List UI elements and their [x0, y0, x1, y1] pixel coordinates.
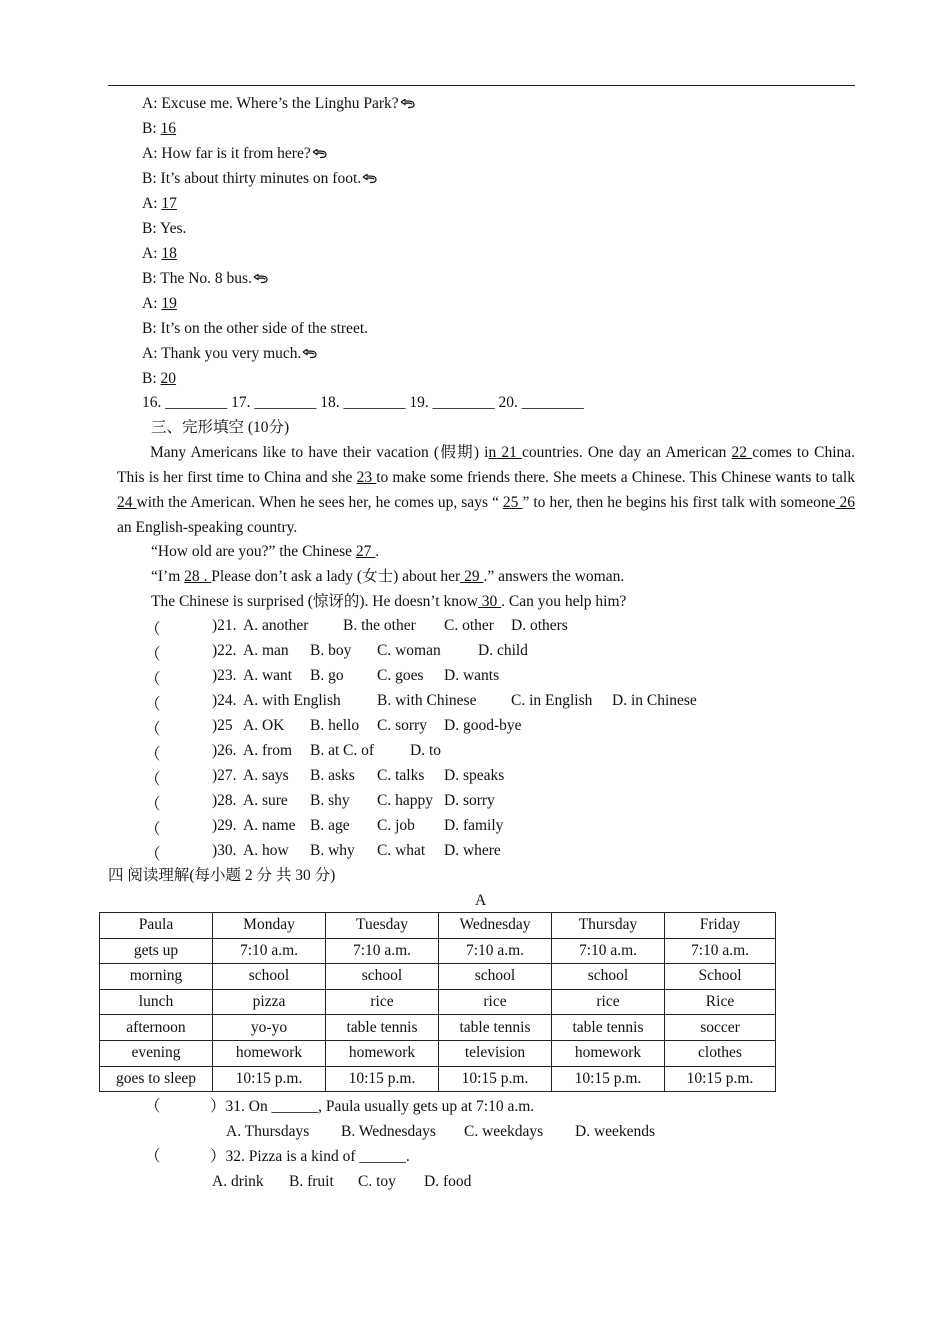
cloze-text: Many Americans like to have their vacation (假期) i — [150, 444, 489, 461]
answer-paren[interactable]: （ — [145, 1148, 161, 1165]
table-cell: lunch — [100, 989, 213, 1015]
option: A. another — [243, 617, 309, 634]
answer-paren[interactable]: （ — [145, 746, 161, 763]
cloze-blank-22: 22 — [731, 444, 753, 461]
question-number: )23. — [212, 667, 237, 684]
option: C. weekdays — [464, 1123, 544, 1140]
table-cell: morning — [100, 964, 213, 990]
table-cell: 10:15 p.m. — [326, 1066, 439, 1092]
cloze-question-row — [0, 792, 950, 812]
question-number: )22. — [212, 642, 237, 659]
table-cell: Rice — [665, 989, 776, 1015]
dialogue-line — [142, 269, 269, 289]
table-cell: 10:15 p.m. — [213, 1066, 326, 1092]
cloze-blank-30: 30 — [477, 593, 502, 610]
table-cell: goes to sleep — [100, 1066, 213, 1092]
option: A. says — [243, 767, 289, 784]
speaker-label: B: — [142, 220, 157, 237]
option: D. to — [410, 742, 441, 759]
cloze-blank-25: 25 — [502, 494, 523, 511]
dialogue-blank: 16 — [160, 120, 177, 137]
speaker-label: B: — [142, 170, 157, 187]
cloze-question-row — [0, 617, 950, 637]
return-arrow-icon — [253, 274, 269, 284]
cloze-text: The Chinese is surprised (惊讶的). He doesn’t know — [151, 593, 478, 610]
cloze-text: .” answers the woman. — [483, 568, 625, 585]
cloze-question-row — [0, 767, 950, 787]
speaker-label: B: — [142, 120, 157, 137]
table-cell: 7:10 a.m. — [665, 938, 776, 964]
answer-paren[interactable]: （ — [145, 846, 161, 863]
option: A. name — [243, 817, 296, 834]
dialogue-blank: 18 — [161, 245, 177, 262]
answer-paren[interactable]: （ — [145, 796, 161, 813]
answer-paren[interactable]: （ — [145, 1098, 161, 1115]
dialogue-line — [142, 119, 176, 139]
option: C. woman — [377, 642, 441, 659]
dialogue-text: The No. 8 bus. — [160, 270, 252, 287]
cloze-text: comes to China. This is her first time to China and she — [117, 444, 856, 486]
cloze-text: . Can you help him? — [501, 593, 627, 610]
speaker-label: A: — [142, 145, 158, 162]
table-cell: table tennis — [439, 1015, 552, 1041]
table-cell: school — [213, 964, 326, 990]
table-cell: 7:10 a.m. — [213, 938, 326, 964]
option: C. goes — [377, 667, 424, 684]
return-arrow-icon — [362, 174, 378, 184]
table-cell: 10:15 p.m. — [665, 1066, 776, 1092]
cloze-text: “How old are you?” the Chinese — [151, 543, 356, 560]
cloze-text: ” to her, then he begins his first talk with someone — [522, 494, 836, 511]
cloze-blank-27: 27 — [355, 543, 376, 560]
option: A. sure — [243, 792, 288, 809]
table-header-cell: Paula — [100, 913, 213, 939]
table-cell: rice — [552, 989, 665, 1015]
speaker-label: B: — [142, 270, 157, 287]
return-arrow-icon — [312, 149, 328, 159]
question-number: )30. — [212, 842, 237, 859]
table-header-cell: Friday — [665, 913, 776, 939]
option: D. where — [444, 842, 501, 859]
table-cell: school — [326, 964, 439, 990]
speaker-label: B: — [142, 370, 157, 387]
table-cell: rice — [326, 989, 439, 1015]
option: A. OK — [243, 717, 285, 734]
table-cell: school — [439, 964, 552, 990]
option: B. asks — [310, 767, 355, 784]
speaker-label: A: — [142, 95, 158, 112]
option: B. the other — [343, 617, 416, 634]
section3-title: 三、完形填空 (10分) — [151, 419, 290, 436]
option: D. wants — [444, 667, 500, 684]
cloze-paragraph-2 — [151, 542, 379, 562]
option: B. why — [310, 842, 355, 859]
table-row — [100, 938, 776, 964]
option: D. speaks — [444, 767, 505, 784]
return-arrow-icon — [400, 99, 416, 109]
option: D. in Chinese — [612, 692, 697, 709]
table-cell: table tennis — [552, 1015, 665, 1041]
table-cell: 7:10 a.m. — [326, 938, 439, 964]
cloze-blank-23: 23 — [356, 469, 377, 486]
option: A. from — [243, 742, 293, 759]
dialogue-text: Yes. — [159, 220, 187, 237]
option: B. go — [310, 667, 344, 684]
table-header-cell: Thursday — [552, 913, 665, 939]
table-cell: afternoon — [100, 1015, 213, 1041]
table-cell: pizza — [213, 989, 326, 1015]
table-cell: 10:15 p.m. — [552, 1066, 665, 1092]
answer-paren[interactable]: （ — [145, 771, 161, 788]
cloze-text: Please don’t ask a lady (女士) about her — [211, 568, 461, 585]
option: D. child — [478, 642, 528, 659]
cloze-paragraph-4 — [151, 592, 626, 612]
dialogue-line — [142, 94, 416, 114]
table-cell: homework — [213, 1040, 326, 1066]
table-cell: television — [439, 1040, 552, 1066]
table-header-cell: Wednesday — [439, 913, 552, 939]
table-header-cell: Tuesday — [326, 913, 439, 939]
option: D. sorry — [444, 792, 495, 809]
dialogue-line — [142, 194, 177, 214]
option: C. other — [444, 617, 494, 634]
dialogue-text: Excuse me. Where’s the Linghu Park? — [161, 95, 399, 112]
dialogue-line — [142, 344, 318, 364]
cloze-question-row — [0, 692, 950, 712]
answer-paren[interactable]: （ — [145, 646, 161, 663]
dialogue-line — [142, 144, 328, 164]
answer-paren[interactable]: （ — [145, 821, 161, 838]
table-cell: homework — [552, 1040, 665, 1066]
dialogue-line — [142, 369, 176, 389]
table-cell: evening — [100, 1040, 213, 1066]
question-stem: ）31. On ______, Paula usually gets up at 7:10 a.m. — [210, 1098, 535, 1115]
cloze-blank-29: 29 — [460, 568, 484, 585]
table-cell: homework — [326, 1040, 439, 1066]
option: C. of — [343, 742, 374, 759]
dialogue-line — [142, 219, 186, 239]
option: A. man — [243, 642, 289, 659]
table-row — [100, 1066, 776, 1092]
cloze-paragraph-1 — [117, 440, 855, 540]
table-row — [100, 964, 776, 990]
answer-paren[interactable]: （ — [145, 696, 161, 713]
option: D. food — [424, 1173, 472, 1190]
option: B. age — [310, 817, 350, 834]
passage-label: A — [475, 892, 487, 909]
dialogue-text: How far is it from here? — [161, 145, 311, 162]
option: B. Wednesdays — [341, 1123, 436, 1140]
dialogue-text: It’s on the other side of the street. — [160, 320, 369, 337]
dialogue-blank: 19 — [161, 295, 177, 312]
cloze-blank-26: 26 — [835, 494, 856, 511]
cloze-blank-24: 24 — [117, 494, 137, 511]
option: A. how — [243, 842, 289, 859]
header-rule — [108, 85, 855, 86]
option: B. shy — [310, 792, 350, 809]
cloze-question-row — [0, 842, 950, 862]
dialogue-text: It’s about thirty minutes on foot. — [160, 170, 362, 187]
question-number: )27. — [212, 767, 237, 784]
table-cell: School — [665, 964, 776, 990]
table-cell: 7:10 a.m. — [552, 938, 665, 964]
question-number: )25 — [212, 717, 233, 734]
option: A. want — [243, 667, 293, 684]
table-cell: table tennis — [326, 1015, 439, 1041]
speaker-label: A: — [142, 345, 158, 362]
option: C. talks — [377, 767, 425, 784]
table-cell: gets up — [100, 938, 213, 964]
section4-title: 四 阅读理解(每小题 2 分 共 30 分) — [108, 867, 336, 884]
question-stem: ）32. Pizza is a kind of ______. — [210, 1148, 410, 1165]
table-cell: 7:10 a.m. — [439, 938, 552, 964]
speaker-label: B: — [142, 320, 157, 337]
speaker-label: A: — [142, 195, 158, 212]
option: B. at — [310, 742, 340, 759]
option: C. happy — [377, 792, 433, 809]
table-cell: soccer — [665, 1015, 776, 1041]
table-cell: yo-yo — [213, 1015, 326, 1041]
speaker-label: A: — [142, 295, 158, 312]
dialogue-blank: 17 — [161, 195, 177, 212]
option: A. Thursdays — [226, 1123, 310, 1140]
cloze-question-row — [0, 817, 950, 837]
option: D. good-bye — [444, 717, 522, 734]
cloze-question-row — [0, 742, 950, 762]
dialogue-line — [142, 169, 378, 189]
table-cell: clothes — [665, 1040, 776, 1066]
return-arrow-icon — [302, 349, 318, 359]
cloze-question-row — [0, 642, 950, 662]
cloze-blank-21: n 21 — [488, 444, 523, 461]
question-number: )28. — [212, 792, 237, 809]
dialogue-line — [142, 294, 177, 314]
option: C. sorry — [377, 717, 427, 734]
cloze-text: to make some friends there. She meets a Chinese. This Chinese wants to talk — [376, 469, 855, 486]
option: C. what — [377, 842, 426, 859]
question-number: )29. — [212, 817, 237, 834]
cloze-text: “I’m — [151, 568, 185, 585]
option: D. weekends — [575, 1123, 656, 1140]
option: B. fruit — [289, 1173, 334, 1190]
cloze-text: . — [375, 543, 380, 560]
cloze-question-row — [0, 667, 950, 687]
dialogue-blank: 20 — [160, 370, 177, 387]
option: C. toy — [358, 1173, 396, 1190]
option: B. with Chinese — [377, 692, 477, 709]
option: B. boy — [310, 642, 352, 659]
option: B. hello — [310, 717, 360, 734]
answer-paren[interactable]: （ — [145, 671, 161, 688]
table-cell: rice — [439, 989, 552, 1015]
table-header-row — [100, 913, 776, 939]
dialogue-line — [142, 244, 177, 264]
option: D. family — [444, 817, 504, 834]
question-number: )21. — [212, 617, 237, 634]
option: C. in English — [511, 692, 593, 709]
table-header-cell: Monday — [213, 913, 326, 939]
answer-paren[interactable]: （ — [145, 621, 161, 638]
dialogue-line — [142, 319, 368, 339]
cloze-text: an English-speaking country. — [117, 519, 298, 536]
table-cell: school — [552, 964, 665, 990]
question-number: )24. — [212, 692, 237, 709]
cloze-question-row — [0, 717, 950, 737]
table-row — [100, 1040, 776, 1066]
schedule-table — [99, 912, 776, 1092]
option: A. with English — [243, 692, 341, 709]
dialogue-text: Thank you very much. — [161, 345, 302, 362]
table-row — [100, 989, 776, 1015]
cloze-text: with the American. When he sees her, he comes up, says “ — [136, 494, 503, 511]
answer-paren[interactable]: （ — [145, 721, 161, 738]
speaker-label: A: — [142, 245, 158, 262]
option: A. drink — [212, 1173, 264, 1190]
cloze-blank-28: 28 . — [184, 568, 212, 585]
table-row — [100, 1015, 776, 1041]
answer-line: 16. ________ 17. ________ 18. ________ 19. ________ 20. ________ — [142, 394, 584, 411]
table-cell: 10:15 p.m. — [439, 1066, 552, 1092]
option: C. job — [377, 817, 415, 834]
cloze-paragraph-3 — [151, 567, 624, 587]
question-number: )26. — [212, 742, 237, 759]
cloze-text: countries. One day an American — [522, 444, 732, 461]
option: D. others — [511, 617, 568, 634]
